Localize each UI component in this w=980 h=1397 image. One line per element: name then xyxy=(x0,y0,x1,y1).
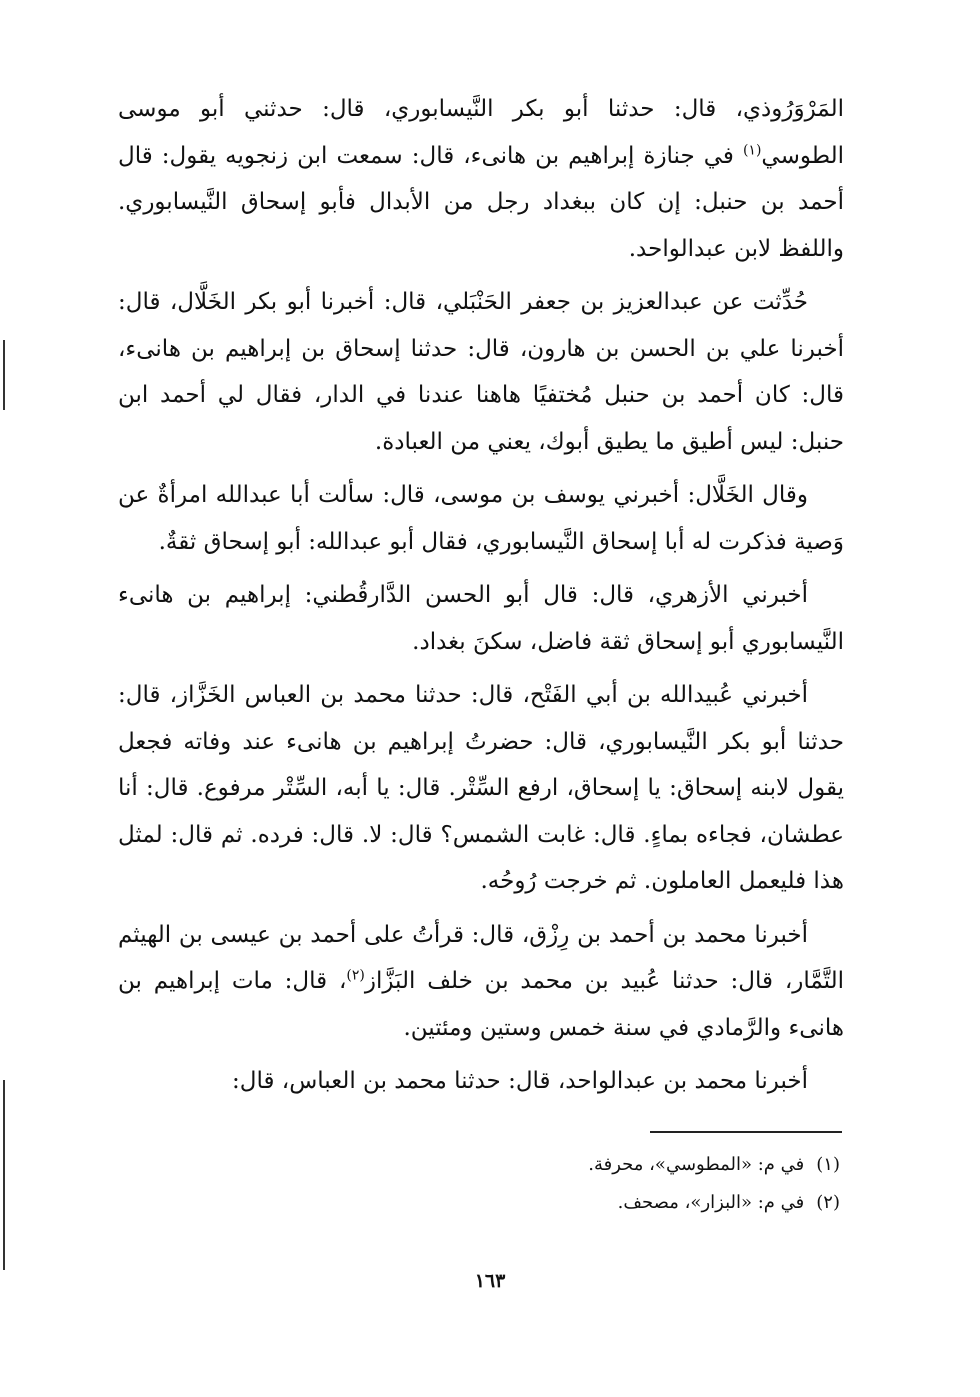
footnote-number: (١) xyxy=(816,1154,840,1175)
scan-edge-mark xyxy=(3,1080,5,1270)
footnote-reference: (٢) xyxy=(346,967,365,984)
paragraph-text: أخبرنا محمد بن عبدالواحد، قال: حدثنا محمد بن العباس، قال: xyxy=(232,1068,808,1094)
paragraph-text: في جنازة إبراهيم بن هانىء، قال: سمعت ابن زنجويه يقول: قال أحمد بن حنبل: إن كان ببغداد رجل من الأبدال فأبو إسحاق النَّيسابوري. واللفظ لابن عبدالواحد. xyxy=(118,142,844,262)
footnote-number: (٢) xyxy=(816,1192,840,1213)
page-number: ١٦٣ xyxy=(474,1270,506,1292)
paragraph xyxy=(118,1058,844,1105)
footnotes xyxy=(420,1146,840,1222)
paragraph xyxy=(118,572,844,665)
paragraph-text: وقال الخَلَّال: أخبرني يوسف بن موسى، قال: سألت أبا عبدالله امرأةٌ عن وَصية فذكرت له أبا إسحاق النَّيسابوري، فقال أبو عبدالله: أبو إسحاق ثقةٌ. xyxy=(118,482,844,555)
paragraph xyxy=(118,912,844,1052)
paragraph-text: أخبرنا محمد بن أحمد بن رِزْق، قال: قرأتُ على أحمد بن عيسى بن الهيثم التَّمَّار، قال: حدثنا عُبيد بن محمد بن خلف البَزَّاز xyxy=(118,921,844,994)
paragraph-text: أخبرني الأزهري، قال: قال أبو الحسن الدَّارقُطني: إبراهيم بن هانىء النَّيسابوري أبو إسحاق ثقة فاضل، سكنَ بغداد. xyxy=(118,582,844,655)
footnote-text: في م: «البزار»، مصحف. xyxy=(617,1192,805,1213)
paragraph xyxy=(118,672,844,905)
footnote-separator xyxy=(650,1131,842,1133)
footnote-text: في م: «المطوسي»، محرفة. xyxy=(588,1154,805,1175)
paragraph-text: ، قال: مات إبراهيم بن هانىء والرَّمادي في سنة خمس وستين ومئتين. xyxy=(118,968,844,1041)
scan-edge-mark xyxy=(3,340,5,410)
footnote xyxy=(420,1146,840,1184)
main-text xyxy=(118,86,844,1112)
paragraph xyxy=(118,472,844,565)
paragraph xyxy=(118,86,844,272)
paragraph xyxy=(118,279,844,465)
footnote-reference: (١) xyxy=(742,141,762,158)
footnote xyxy=(420,1184,840,1222)
paragraph-text: أخبرني عُبيدالله بن أبي الفَتْح، قال: حدثنا محمد بن العباس الخَزَّاز، قال: حدثنا أبو بكر النَّيسابوري، قال: حضرتُ إبراهيم بن هانىء عند وفاته فجعل يقول لابنه إسحاق: يا إسحاق، ارفع السِّتْر. قال: يا أبه، السِّتْر مرفوع. قال: أنا عطشان، فجاءه بماءٍ. قال: غابت الشمس؟ قال: لا. قال: فرده. ثم قال: لمثل هذا فليعمل العاملون. ثم خرجت رُوحُه. xyxy=(118,682,844,894)
paragraph-text: المَرْوَرُوذي، قال: حدثنا أبو بكر النَّيسابوري، قال: حدثني أبو موسى الطوسي xyxy=(118,96,844,169)
paragraph-text: حُدِّثت عن عبدالعزيز بن جعفر الحَنْبَلي، قال: أخبرنا أبو بكر الخَلَّال، قال: أخبرنا علي بن الحسن بن هارون، قال: حدثنا إسحاق بن إبراهيم بن هانىء، قال: كان أحمد بن حنبل مُختفيًا هاهنا عندنا في الدار، فقال لي أحمد ابن حنبل: ليس أطيق ما يطيق أبوك، يعني من العبادة. xyxy=(118,289,844,455)
